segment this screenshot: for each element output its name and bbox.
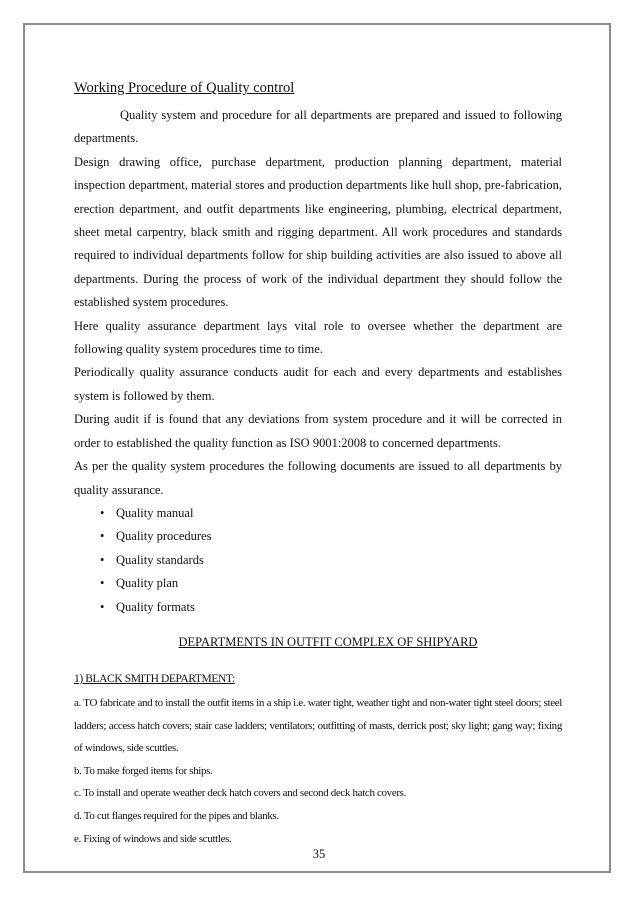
section-title: DEPARTMENTS IN OUTFIT COMPLEX OF SHIPYARD xyxy=(178,634,478,649)
bullet-icon: • xyxy=(100,599,105,614)
list-item-label: Quality procedures xyxy=(116,529,212,544)
document-heading: Working Procedure of Quality control xyxy=(74,80,295,96)
list-item-label: Quality plan xyxy=(116,576,179,591)
documents-list xyxy=(74,502,562,619)
department-item-d: d. To cut flanges required for the pipes and blanks. xyxy=(74,809,279,822)
list-item xyxy=(100,502,562,525)
document-body xyxy=(74,78,562,850)
list-item-label: Quality manual xyxy=(116,505,194,520)
department-item-b: b. To make forged items for ships. xyxy=(74,764,213,777)
page-number: 35 xyxy=(312,847,326,861)
department-item-e: e. Fixing of windows and side scuttles. xyxy=(74,832,232,845)
department-item-a: a. TO fabricate and to install the outfit items in a ship i.e. water tight, weather tight and non-water tight steel doors; steel ladders; access hatch covers; stair case ladders; ventilators; outfitting of masts, derrick post; sky light; gang way; fixing of windows, side scuttles. xyxy=(74,696,562,755)
bullet-icon: • xyxy=(100,576,105,591)
paragraph-departments: Design drawing office, purchase department, production planning department, material inspection department, material stores and production departments like hull shop, pre-fabrication, erection department, and outfit departments like engineering, plumbing, electrical department, sheet metal carpentry, black smith and rigging department. All work procedures and standards required to individual departments follow for ship building activities are also issued to above all departments. During the process of work of the individual department they should follow the established system procedures. xyxy=(74,154,562,310)
list-item xyxy=(100,572,562,595)
paragraph-quality-assurance-role: Here quality assurance department lays vital role to oversee whether the department are following quality system procedures time to time. xyxy=(74,318,562,357)
paragraph-deviations: During audit if is found that any deviations from system procedure and it will be corrected in order to established the quality function as ISO 9001:2008 to concerned departments. xyxy=(74,412,562,450)
list-item-label: Quality standards xyxy=(116,552,204,567)
paragraph-audit: Periodically quality assurance conducts audit for each and every departments and establishes system is followed by them. xyxy=(74,365,562,403)
bullet-icon: • xyxy=(100,529,105,544)
list-item xyxy=(100,596,562,619)
paragraph-intro: Quality system and procedure for all departments are prepared and issued to following departments. xyxy=(74,108,562,146)
bullet-icon: • xyxy=(100,505,105,520)
bullet-icon: • xyxy=(100,552,105,567)
list-item-label: Quality formats xyxy=(116,599,195,614)
department-heading: 1) BLACK SMITH DEPARTMENT: xyxy=(74,672,235,685)
list-item xyxy=(100,549,562,572)
list-item xyxy=(100,525,562,548)
paragraph-documents-issued: As per the quality system procedures the following documents are issued to all departments by quality assurance. xyxy=(74,459,562,497)
department-item-c: c. To install and operate weather deck hatch covers and second deck hatch covers. xyxy=(74,787,406,800)
